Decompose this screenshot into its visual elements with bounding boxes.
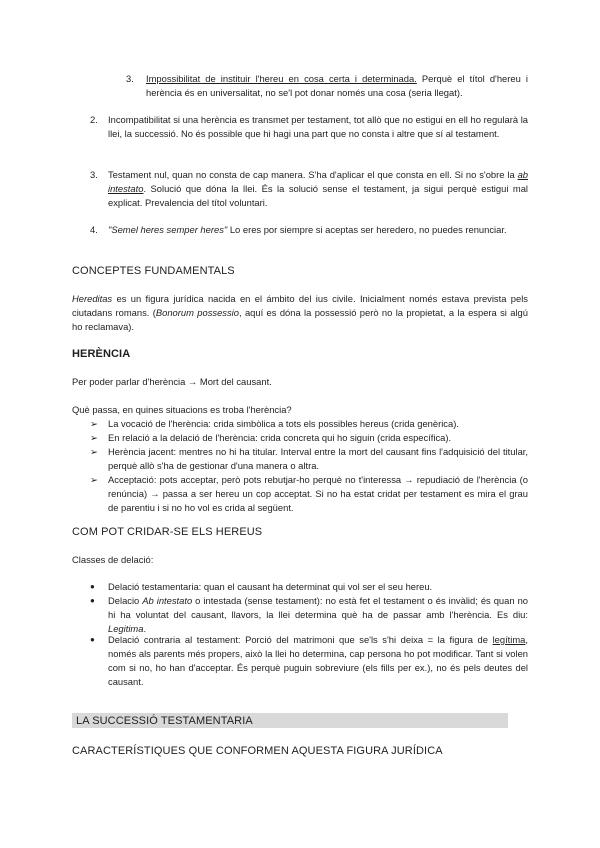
italic-text: Bonorum possessio: [155, 307, 239, 318]
italic-underlined-text: ab intestato: [108, 169, 528, 194]
underlined-text: Impossibilitat de instituir l'hereu en cosa certa i determinada.: [146, 73, 417, 84]
text-span: Delació contraria al testament: Porció del matrimoni que se'ls s'hi deixa = la figura de: [108, 634, 493, 645]
section-heading: LA SUCCESSIÓ TESTAMENTARIA: [76, 715, 253, 727]
italic-text: Ab intestato: [142, 595, 193, 606]
underlined-text: legítima: [492, 634, 526, 645]
paragraph: Per poder parlar d'herència → Mort del causant.: [72, 376, 272, 387]
bullet-icon: ●: [90, 582, 95, 591]
paragraph: [72, 292, 528, 334]
section-heading: COM POT CRIDAR-SE ELS HEREUS: [72, 526, 263, 538]
sub-heading: CARACTERÍSTIQUES QUE CONFORMEN AQUESTA FIGURA JURÍDICA: [72, 745, 443, 757]
list-item-text: [108, 633, 528, 689]
list-item-text: En relació a la delació de l'herència: crida concreta qui ho siguin (crida específica).: [108, 432, 452, 443]
text-span: Testament nul, quan no consta de cap manera. S'ha d'aplicar el que consta en ell. Si no s'obre la: [108, 169, 518, 180]
arrow-bullet-icon: ➢: [90, 432, 98, 443]
list-number: 2.: [90, 114, 98, 125]
text-span: , aquí es dóna la possessió però no la propietat, a la espera si algú ho reclamava).: [72, 307, 528, 332]
text-span: Lo eres por siempre si aceptas ser heredero, no puedes renunciar.: [227, 224, 507, 235]
paragraph: Classes de delació:: [72, 554, 154, 565]
text-span: . Solució que dóna la llei. És la solució sense el testament, ja sigui perquè estigui mal explicat. Prevalencia del títol voluntari.: [108, 183, 528, 208]
section-heading: HERÈNCIA: [72, 348, 131, 360]
text-span: .: [143, 623, 147, 634]
list-item-text: [146, 72, 528, 100]
paragraph: Què passa, en quines situacions es troba l'herència?: [72, 404, 292, 415]
text-span: o intestada (sense testament): no està fet el testament o és invàlid; és quan no hi ha voluntat del causant, llavors, la llei determina què ha de passar amb l'herència. Es diu:: [108, 595, 528, 620]
italic-text: "Semel heres semper heres": [108, 224, 228, 235]
section-heading: CONCEPTES FUNDAMENTALS: [72, 265, 235, 277]
list-item-text: [108, 223, 528, 237]
list-item-text: Herència jacent: mentres no hi ha titular. Interval entre la mort del causant fins l'adquisició del titular, perquè allò s'ha de gestionar d'una manera o altra.: [108, 446, 528, 471]
arrow-bullet-icon: ➢: [90, 474, 98, 485]
arrow-bullet-icon: ➢: [90, 446, 98, 457]
list-item-text: [108, 594, 528, 636]
text-span: , només als parents més propers, això la llei ho determina, cap persona ho pot modificar. Tant si volen com si no, ho han d'acceptar. És perquè puguin sobreviure (els fills per ex.), no és pels deutes del causant.: [108, 634, 528, 687]
list-item-text: La vocació de l'herència: crida simbòlica a tots els possibles hereus (crida genèrica).: [108, 418, 459, 429]
list-number: 4.: [90, 224, 98, 235]
list-item-text: Delació testamentaria: quan el causant ha determinat qui vol ser el seu hereu.: [108, 581, 433, 592]
text-span: Perquè el títol d'hereu i herència és en universalitat, no se'l pot donar només una cosa (seria llegat).: [146, 73, 528, 98]
text-span: es un figura jurídica nacida en el ámbito del ius civile. Inicialment només estava prevista pels ciutadans romans. (: [72, 293, 528, 318]
italic-text: Legitima: [108, 623, 144, 634]
text-span: Delacio: [108, 595, 143, 606]
arrow-bullet-icon: ➢: [90, 418, 98, 429]
list-item-text: Acceptació: pots acceptar, però pots rebutjar-ho perquè no t'interessa → repudiació de l'herència (o renúncia) → passa a ser hereu un cop acceptat. Si no ha estat cridat per testament es mira el grau de parentiu i si no ho vol es crida al següent.: [108, 474, 528, 513]
list-number: 3.: [126, 73, 134, 84]
italic-text: Hereditas: [72, 293, 113, 304]
bullet-icon: ●: [90, 596, 95, 605]
bullet-icon: ●: [90, 635, 95, 644]
list-item-text: [108, 168, 528, 210]
list-item-text: Incompatibilitat si una herència es transmet per testament, tot allò que no estigui en ell ho regularà la llei, la successió. No és possible que hi hagi una part que no consta i altre que sí al testament.: [108, 114, 528, 139]
list-number: 3.: [90, 169, 98, 180]
